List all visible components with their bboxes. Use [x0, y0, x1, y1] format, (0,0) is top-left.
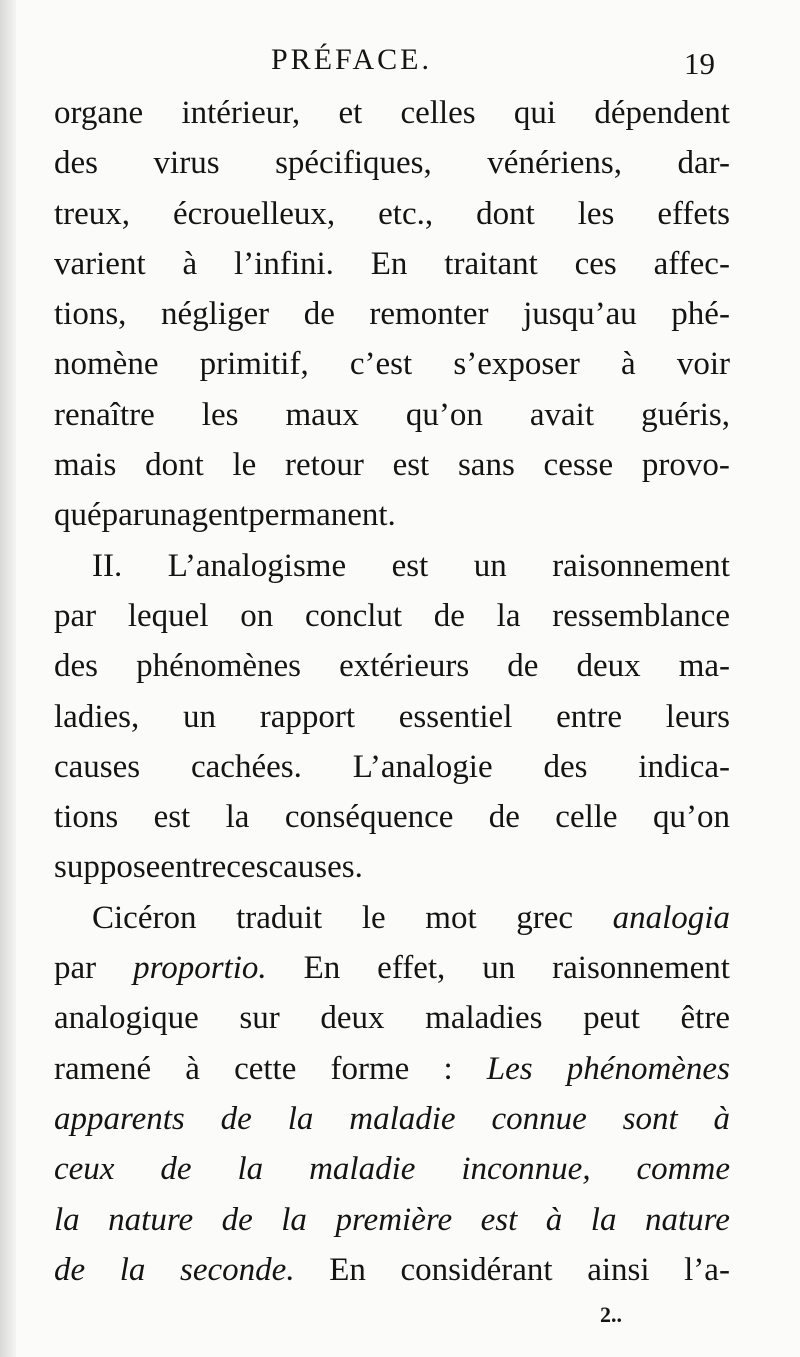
text-line: nomène primitif, c’est s’exposer à voir [54, 346, 730, 383]
page-header [0, 40, 800, 92]
text-line: treux, écrouelleux, etc., dont les effets [54, 195, 730, 232]
text-line: ramené à cette forme : Les phénomènes [54, 1050, 730, 1087]
text-line: renaître les maux qu’on avait guéris, [54, 396, 730, 433]
text-line: la nature de la première est à la nature [54, 1201, 730, 1238]
running-title: PRÉFACE. [271, 43, 432, 76]
text-line: apparents de la maladie connue sont à [54, 1100, 730, 1137]
page-gutter-shadow [0, 0, 16, 1357]
text-line: par lequel on conclut de la ressemblance [54, 597, 730, 634]
text-line: ceux de la maladie inconnue, comme [54, 1151, 730, 1188]
page-number: 19 [684, 46, 715, 81]
text-line: qué par un agent permanent. [54, 497, 396, 534]
text-line: ladies, un rapport essentiel entre leurs [54, 698, 730, 735]
text-line: Cicéron traduit le mot grec analogia [92, 899, 730, 936]
text-line: II. L’analogisme est un raisonnement [92, 547, 730, 584]
signature-mark: 2.. [600, 1302, 622, 1327]
text-line: de la seconde. En considérant ainsi l’a- [54, 1251, 730, 1288]
text-line: tions est la conséquence de celle qu’on [54, 799, 730, 836]
body-text [54, 88, 730, 1295]
text-line: des virus spécifiques, vénériens, dar- [54, 145, 730, 182]
text-line: tions, négliger de remonter jusqu’au phé- [54, 296, 730, 333]
text-line: mais dont le retour est sans cesse provo- [54, 447, 730, 484]
text-line: analogique sur deux maladies peut être [54, 1000, 730, 1037]
text-line: organe intérieur, et celles qui dépendent [54, 95, 730, 131]
text-line: par proportio. En effet, un raisonnement [54, 950, 730, 987]
text-line: causes cachées. L’analogie des indica- [54, 748, 730, 785]
text-line: suppose entre ces causes. [54, 849, 363, 886]
text-line: varient à l’infini. En traitant ces affec- [54, 245, 730, 282]
text-line: des phénomènes extérieurs de deux ma- [54, 648, 730, 685]
